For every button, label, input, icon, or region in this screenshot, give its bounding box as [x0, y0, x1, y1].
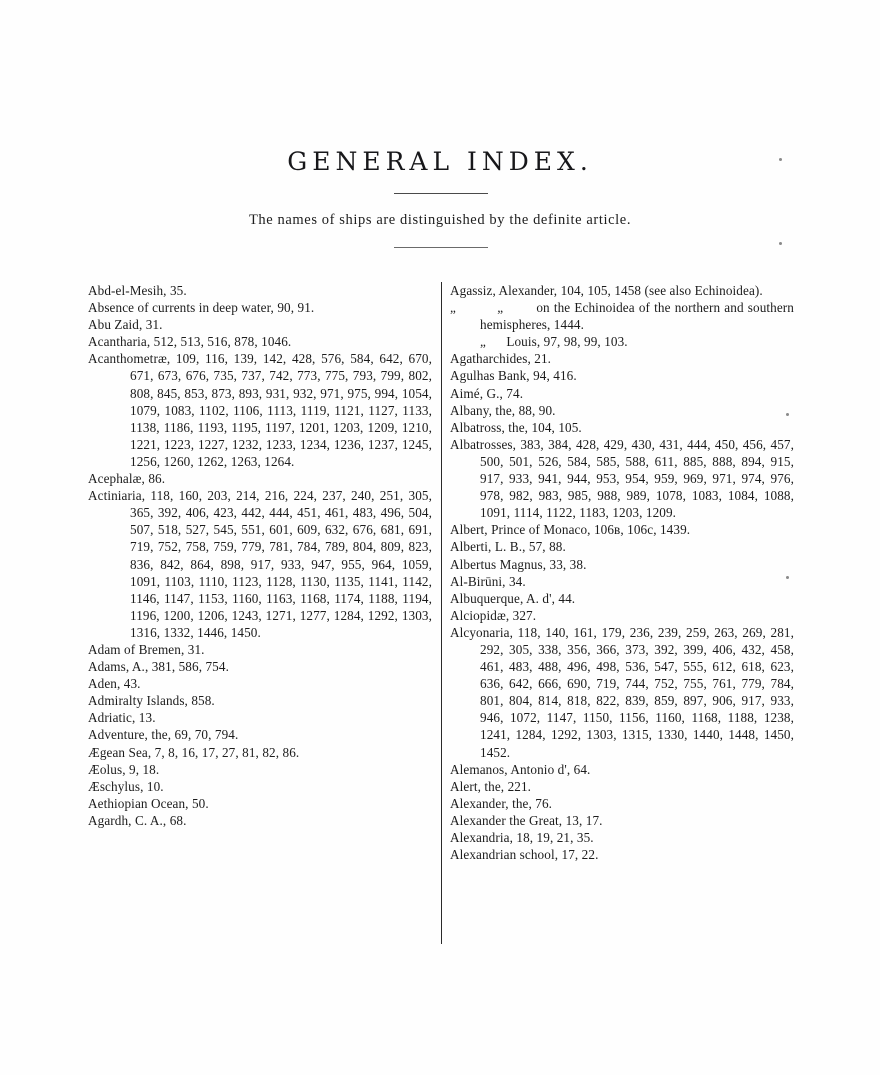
- index-entry: Adriatic, 13.: [88, 710, 156, 726]
- page-subtitle: The names of ships are distinguished by the definite article.: [248, 212, 632, 228]
- index-entry: Aden, 43.: [88, 676, 141, 692]
- index-entry: Absence of currents in deep water, 90, 91.: [88, 300, 315, 316]
- index-entry: Acantharia, 512, 513, 516, 878, 1046.: [88, 334, 292, 350]
- index-column-left: [88, 282, 436, 829]
- index-entry: Alexandria, 18, 19, 21, 35.: [450, 830, 594, 845]
- index-entry: Aethiopian Ocean, 50.: [88, 795, 209, 811]
- index-entry: Abu Zaid, 31.: [88, 317, 163, 333]
- index-entry: Albert, Prince of Monaco, 106в, 106c, 1439.: [450, 522, 691, 538]
- index-entry: Albany, the, 88, 90.: [450, 402, 556, 418]
- index-entry: Abd-el-Mesih, 35.: [88, 283, 187, 298]
- index-entry: Alert, the, 221.: [450, 778, 532, 794]
- index-entry: Agatharchides, 21.: [450, 351, 552, 367]
- index-entry: Ægean Sea, 7, 8, 16, 17, 27, 81, 82, 86.: [88, 744, 300, 760]
- index-entry: Acephalæ, 86.: [88, 471, 166, 487]
- page-speck-1: [779, 158, 782, 161]
- index-entry: Adventure, the, 69, 70, 794.: [88, 727, 239, 743]
- index-entry: Adams, A., 381, 586, 754.: [88, 659, 229, 675]
- index-columns: [88, 282, 798, 962]
- column-divider: [441, 282, 442, 944]
- index-entry: Alcyonaria, 118, 140, 161, 179, 236, 239, 259, 263, 269, 281, 292, 305, 338, 356, 366, 373, 392, 399, 406, 432, 458, 461, 483, 488, 496, 498, 536, 547, 555, 612, 618, 623, 636, 642, 666, 690, 719, 744, 752, 755, 761, 779, 784, 801, 804, 814, 818, 822, 839, 859, 897, 906, 917, 933, 946, 1072, 1147, 1150, 1156, 1160, 1168, 1188, 1238, 1241, 1284, 1292, 1303, 1315, 1330, 1440, 1448, 1450, 1452.: [450, 624, 798, 760]
- index-entry: Alexandrian school, 17, 22.: [450, 847, 599, 863]
- index-entry: „ Louis, 97, 98, 99, 103.: [480, 334, 628, 350]
- index-entry: Alexander the Great, 13, 17.: [450, 812, 603, 828]
- title-divider-rule: [394, 193, 488, 194]
- index-entry: Agardh, C. A., 68.: [88, 812, 187, 828]
- index-entry: Aimé, G., 74.: [450, 385, 524, 401]
- index-entry: Albertus Magnus, 33, 38.: [450, 556, 587, 572]
- index-entry: Æschylus, 10.: [88, 778, 164, 794]
- subtitle-divider-rule: [394, 247, 488, 248]
- page-title: GENERAL INDEX.: [287, 146, 593, 176]
- index-entry: Al-Birūni, 34.: [450, 573, 526, 589]
- index-entry: Adam of Bremen, 31.: [88, 641, 205, 657]
- index-entry: Actiniaria, 118, 160, 203, 214, 216, 224, 237, 240, 251, 305, 365, 392, 406, 423, 442, 444, 451, 461, 483, 496, 504, 507, 518, 527, 545, 551, 601, 609, 632, 676, 681, 691, 719, 752, 758, 759, 779, 781, 784, 789, 804, 809, 823, 836, 842, 864, 898, 917, 933, 947, 955, 964, 1059, 1091, 1103, 1110, 1123, 1128, 1130, 1135, 1141, 1142, 1146, 1147, 1153, 1160, 1163, 1168, 1174, 1188, 1194, 1196, 1200, 1206, 1243, 1271, 1277, 1284, 1292, 1303, 1316, 1332, 1446, 1450.: [88, 488, 436, 640]
- page-speck-2: [779, 242, 782, 245]
- page-speck-4: [786, 576, 789, 579]
- index-entry: Albuquerque, A. d', 44.: [450, 590, 576, 606]
- index-entry: Albatross, the, 104, 105.: [450, 419, 582, 435]
- index-entry: Æolus, 9, 18.: [88, 761, 160, 777]
- index-entry: Albatrosses, 383, 384, 428, 429, 430, 431, 444, 450, 456, 457, 500, 501, 526, 584, 585, 588, 611, 885, 888, 894, 915, 917, 933, 941, 944, 953, 954, 959, 969, 971, 974, 976, 978, 982, 983, 985, 988, 989, 1078, 1083, 1084, 1088, 1091, 1114, 1122, 1183, 1203, 1209.: [450, 436, 798, 521]
- index-entry: Alberti, L. B., 57, 88.: [450, 539, 566, 555]
- index-entry: „ „ on the Echinoidea of the northern and southern hemispheres, 1444.: [450, 300, 798, 333]
- index-entry: Acanthometræ, 109, 116, 139, 142, 428, 576, 584, 642, 670, 671, 673, 676, 735, 737, 742, 773, 775, 793, 799, 802, 808, 845, 853, 873, 893, 931, 932, 971, 975, 994, 1054, 1079, 1083, 1102, 1106, 1113, 1119, 1121, 1127, 1133, 1138, 1186, 1193, 1195, 1197, 1201, 1203, 1209, 1210, 1221, 1223, 1227, 1232, 1233, 1234, 1236, 1237, 1245, 1256, 1260, 1262, 1263, 1264.: [88, 351, 436, 469]
- index-entry: Alexander, the, 76.: [450, 795, 553, 811]
- index-column-right: [450, 282, 798, 863]
- index-entry: Agassiz, Alexander, 104, 105, 1458 (see also Echinoidea).: [450, 283, 763, 298]
- index-entry: Alciopidæ, 327.: [450, 607, 537, 623]
- index-entry: Admiralty Islands, 858.: [88, 693, 215, 709]
- index-entry: Agulhas Bank, 94, 416.: [450, 368, 577, 384]
- index-entry: Alemanos, Antonio d', 64.: [450, 761, 591, 777]
- page-speck-3: [786, 413, 789, 416]
